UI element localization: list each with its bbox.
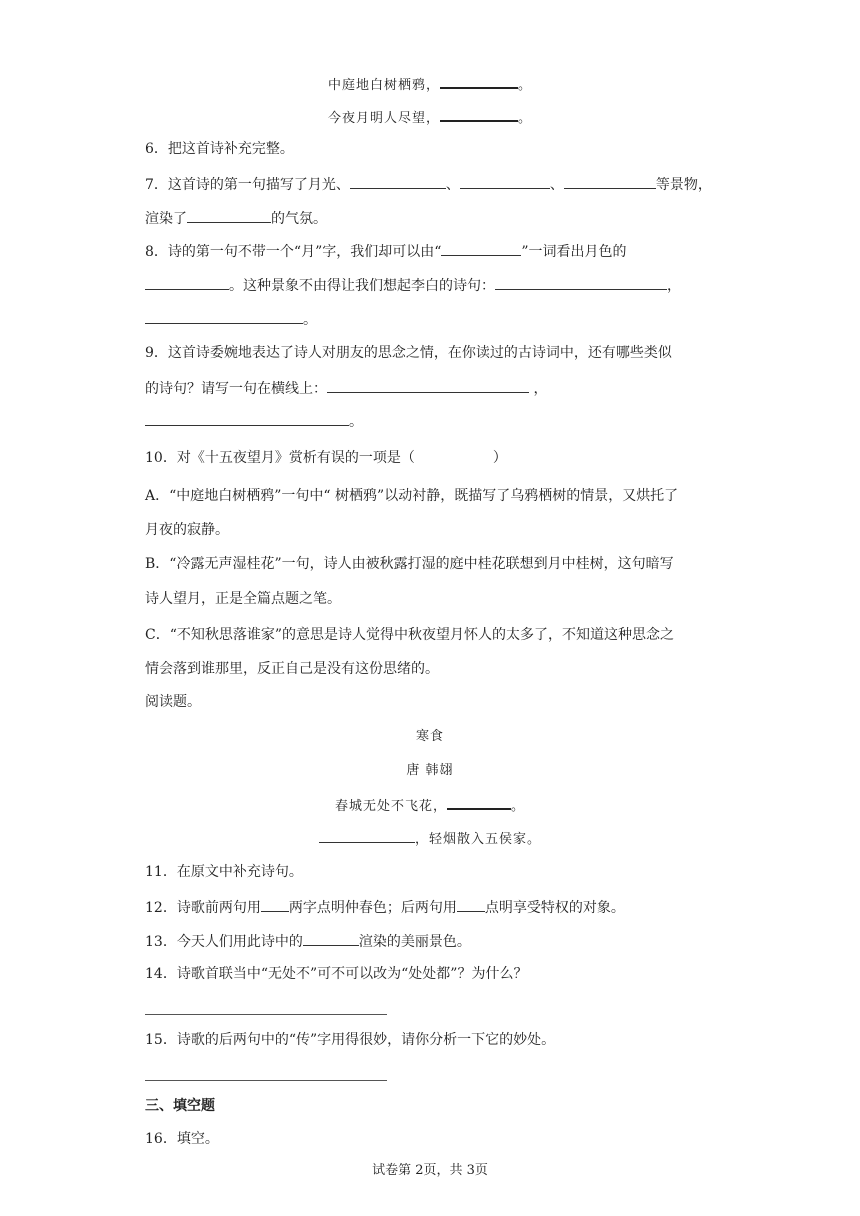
question-text: 渲染的美丽景色。 [358,934,471,950]
question-14: 14．诗歌首联当中“无处不”可不可以改为“处处都”？为什么？ [145,966,528,982]
poem2-author: 唐 韩翃 [406,763,454,778]
punctuation: 、 [549,177,564,193]
option-a-line1: A．“中庭地白树栖鸦”一句中“ 树栖鸦”以动衬静，既描写了乌鸦栖树的情景，又烘托了 [145,488,679,504]
answer-line[interactable] [145,1014,387,1015]
question-text: 的诗句？请写一句在横线上： [145,381,327,397]
page-footer: 试卷第 2页，共 3页 [372,1163,488,1178]
punctuation: ， [529,381,548,397]
option-b-line1: B．“冷露无声湿桂花”一句，诗人由被秋露打湿的庭中桂花联想到月中桂树，这句暗写 [145,556,674,572]
punctuation: 。 [518,111,533,126]
poem1-line3 [0,73,860,96]
punctuation: 。 [303,312,317,328]
question-6: 6．把这首诗补充完整。 [145,141,294,157]
question-text: 12．诗歌前两句用 [145,900,261,916]
fill-blank[interactable] [303,931,359,946]
question-text: 10．对《十五夜望月》赏析有误的一项是（ [145,450,415,466]
question-16: 16．填空。 [145,1131,219,1147]
question-8 [145,241,627,262]
fill-blank[interactable] [350,174,446,189]
question-text: 13．今天人们用此诗中的 [145,934,303,950]
poem2-title: 寒食 [415,729,444,744]
fill-blank[interactable] [564,174,656,189]
question-text: 7．这首诗的第一句描写了月光、 [145,177,350,193]
question-9: 9．这首诗委婉地表达了诗人对朋友的思念之情，在你读过的古诗词中，还有哪些类似 [145,345,672,361]
question-9-line2 [145,378,547,399]
question-11: 11．在原文中补充诗句。 [145,864,303,880]
fill-blank[interactable] [319,828,415,843]
poem2-line1 [0,794,860,817]
punctuation: 。 [511,799,526,814]
question-13 [145,931,471,952]
punctuation: 。 [518,78,533,93]
fill-blank[interactable] [460,174,550,189]
poem1-line4 [0,106,860,129]
fill-blank[interactable] [495,275,667,290]
fill-blank[interactable] [261,897,289,912]
section-heading: 三、填空题 [145,1098,215,1114]
fill-blank[interactable] [440,73,518,89]
fill-blank[interactable] [145,275,229,290]
answer-line[interactable] [145,1080,387,1081]
question-text: 8．诗的第一句不带一个“月”字，我们却可以由“ [145,244,442,260]
fill-blank[interactable] [145,411,349,426]
fill-blank[interactable] [145,309,303,324]
question-text: 。这种景象不由得让我们想起李白的诗句： [229,278,495,294]
option-c-line2: 情会落到谁那里，反正自己是没有这份思绪的。 [145,661,439,677]
question-8-line3 [145,309,317,330]
poem-text: ，轻烟散入五侯家。 [414,832,541,847]
poem2-line2 [0,828,860,850]
question-text: 两字点明仲春色；后两句用 [288,900,457,916]
option-a-line2: 月夜的寂静。 [145,522,229,538]
fill-blank[interactable] [441,241,521,256]
punctuation: 。 [349,414,363,430]
fill-blank[interactable] [457,897,485,912]
poem-text: 中庭地白树栖鸦， [327,78,440,93]
fill-blank[interactable] [327,378,529,393]
question-10 [145,448,507,468]
question-text: 的气氛。 [271,211,327,227]
fill-blank[interactable] [187,208,271,223]
question-text: 等景物， [655,177,712,193]
question-9-line3 [145,411,363,432]
question-text: 点明享受特权的对象。 [484,900,625,916]
question-8-line2 [145,275,681,296]
question-7 [145,174,712,195]
fill-blank[interactable] [447,794,511,810]
option-b-line2: 诗人望月，正是全篇点题之笔。 [145,591,341,607]
question-7-line2 [145,208,327,229]
fill-blank[interactable] [440,106,518,122]
question-12 [145,897,625,918]
question-text: ”一词看出月色的 [521,244,627,260]
question-15: 15．诗歌的后两句中的“传”字用得很妙，请你分析一下它的妙处。 [145,1032,556,1048]
punctuation: ， [667,278,681,294]
poem-text: 今夜月明人尽望， [327,111,440,126]
poem-text: 春城无处不飞花， [334,799,447,814]
question-text: 渲染了 [145,211,187,227]
reading-label: 阅读题。 [145,694,201,710]
punctuation: 、 [445,177,460,193]
option-c-line1: C．“不知秋思落谁家”的意思是诗人觉得中秋夜望月怀人的太多了，不知道这种思念之 [145,627,675,643]
punctuation: ） [492,450,507,466]
